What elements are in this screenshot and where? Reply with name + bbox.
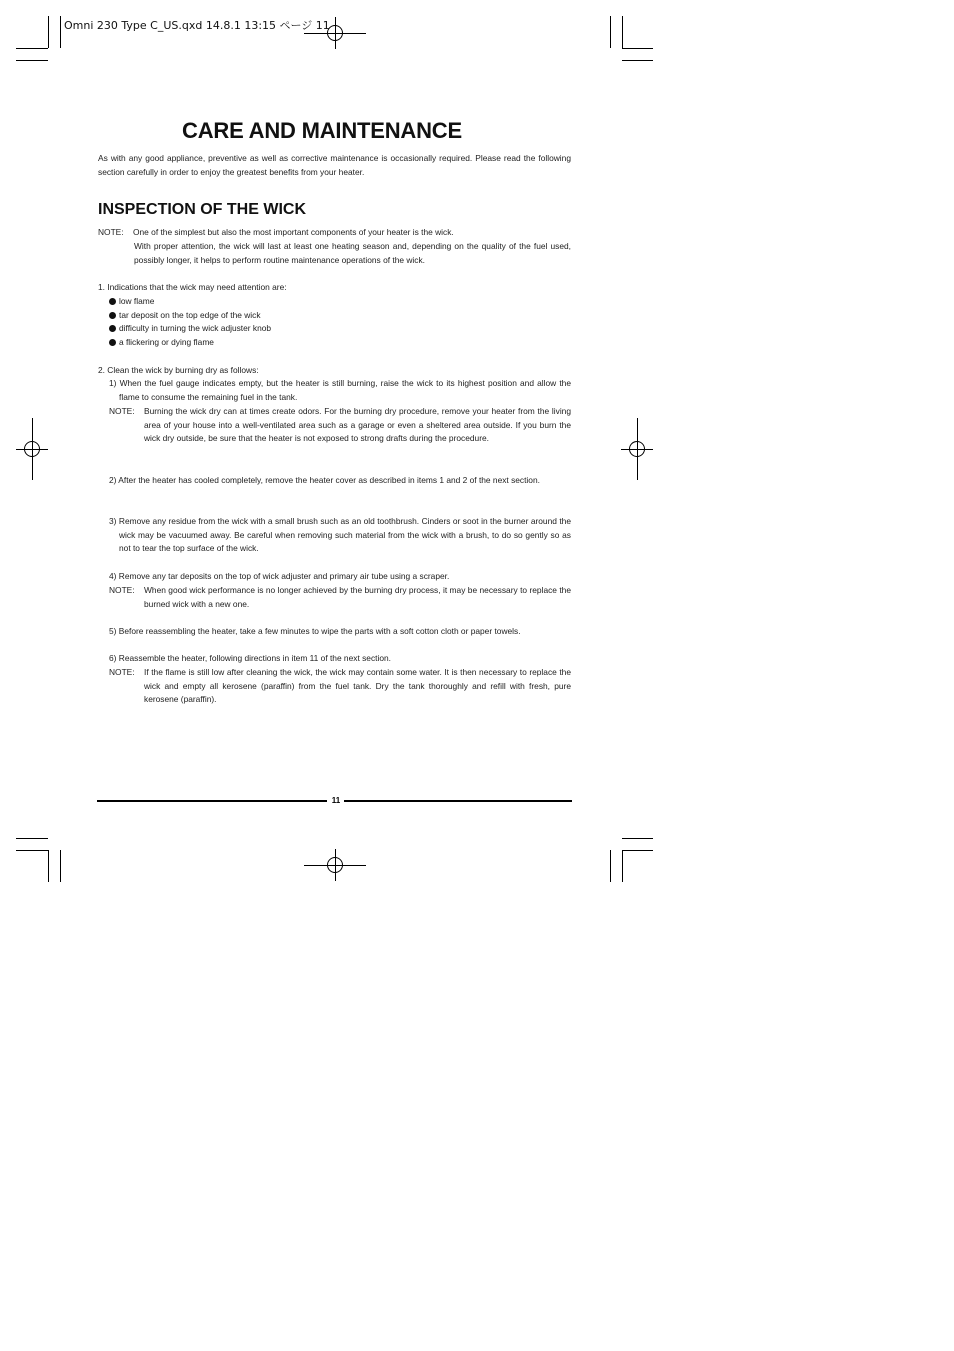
crop-mark (16, 850, 48, 851)
bullet-icon (109, 325, 116, 332)
section-heading: INSPECTION OF THE WICK (98, 201, 306, 218)
crop-mark (16, 838, 48, 839)
crop-mark (622, 850, 653, 851)
step-4: 4) Remove any tar deposits on the top of wick adjuster and primary air tube using a scraper. (109, 571, 450, 581)
bullet-item (109, 336, 214, 350)
registration-mark-bottom (304, 849, 366, 881)
item-2-heading: 2. Clean the wick by burning dry as follows: (98, 365, 259, 375)
crop-mark (622, 16, 623, 48)
note-a: Burning the wick dry can at times create odors. For the burning dry procedure, remove your heater from the living area of your house into a well-ventilated area such as a garage or even a sheltered area outside. If you burn the wick dry outside, be sure that the heater is not exposed to strong drafts during the procedure. (144, 406, 571, 444)
bullet-icon (109, 339, 116, 346)
note-1-first-line: One of the simplest but also the most important components of your heater is the wick. (133, 227, 454, 237)
step-3: 3) Remove any residue from the wick with a small brush such as an old toothbrush. Cinders or soot in the burner around the wick may be vacuumed away. Be careful when removing such material from the wick with a brush, to do so gently so as not to tear the top surface of the wick. (109, 516, 571, 554)
registration-mark-right (621, 418, 653, 480)
note-label: NOTE: (98, 227, 124, 237)
page-number: 11 (331, 796, 341, 805)
crop-mark (48, 16, 49, 48)
item-1-heading: 1. Indications that the wick may need attention are: (98, 282, 287, 292)
bullet-item (109, 322, 271, 336)
footer-rule-right (344, 800, 572, 802)
note-b: When good wick performance is no longer achieved by the burning dry process, it may be necessary to replace the burned wick with a new one. (144, 585, 571, 609)
note-1-continuation: With proper attention, the wick will last at least one heating season and, depending on the quality of the fuel used, possibly longer, it helps to perform routine maintenance operations of the wick. (134, 241, 571, 265)
bullet-item (109, 295, 154, 309)
registration-mark-left (16, 418, 48, 480)
page-title: CARE AND MAINTENANCE (182, 118, 462, 143)
crop-mark (622, 838, 653, 839)
crop-mark (622, 60, 653, 61)
crop-mark (610, 16, 611, 48)
step-5: 5) Before reassembling the heater, take a few minutes to wipe the parts with a soft cotton cloth or paper towels. (109, 626, 521, 636)
bullet-icon (109, 312, 116, 319)
bullet-text: tar deposit on the top edge of the wick (119, 310, 261, 320)
crop-mark (622, 850, 623, 882)
crop-mark (16, 48, 48, 49)
note-c: If the flame is still low after cleaning the wick, the wick may contain some water. It is then necessary to replace the wick and empty all kerosene (paraffin) from the fuel tank. Dry the tank thoroughly and refill with fresh, pure kerosene (paraffin). (144, 667, 571, 705)
crop-mark (16, 60, 48, 61)
note-label: NOTE: (109, 667, 135, 677)
file-slug: Omni 230 Type C_US.qxd 14.8.1 13:15 ページ 11 (64, 19, 330, 32)
note-label: NOTE: (109, 585, 135, 595)
step-2: 2) After the heater has cooled completely, remove the heater cover as described in items 1 and 2 of the next section. (109, 475, 540, 485)
bullet-text: low flame (119, 296, 155, 306)
crop-mark (60, 850, 61, 882)
bullet-text: a flickering or dying flame (119, 337, 214, 347)
crop-mark (622, 48, 653, 49)
bullet-icon (109, 298, 116, 305)
crop-mark (48, 850, 49, 882)
crop-mark (610, 850, 611, 882)
intro-paragraph: As with any good appliance, preventive as well as corrective maintenance is occasionally required. Please read the following section carefully in order to enjoy the greatest benefits from your heater. (98, 153, 571, 177)
note-label: NOTE: (109, 406, 135, 416)
step-6: 6) Reassemble the heater, following directions in item 11 of the next section. (109, 653, 391, 663)
step-1: 1) When the fuel gauge indicates empty, but the heater is still burning, raise the wick to its highest position and allow the flame to consume the remaining fuel in the tank. (109, 378, 571, 402)
footer-rule-left (97, 800, 327, 802)
bullet-item (109, 309, 261, 323)
crop-mark (60, 16, 61, 48)
bullet-text: difficulty in turning the wick adjuster knob (119, 323, 272, 333)
